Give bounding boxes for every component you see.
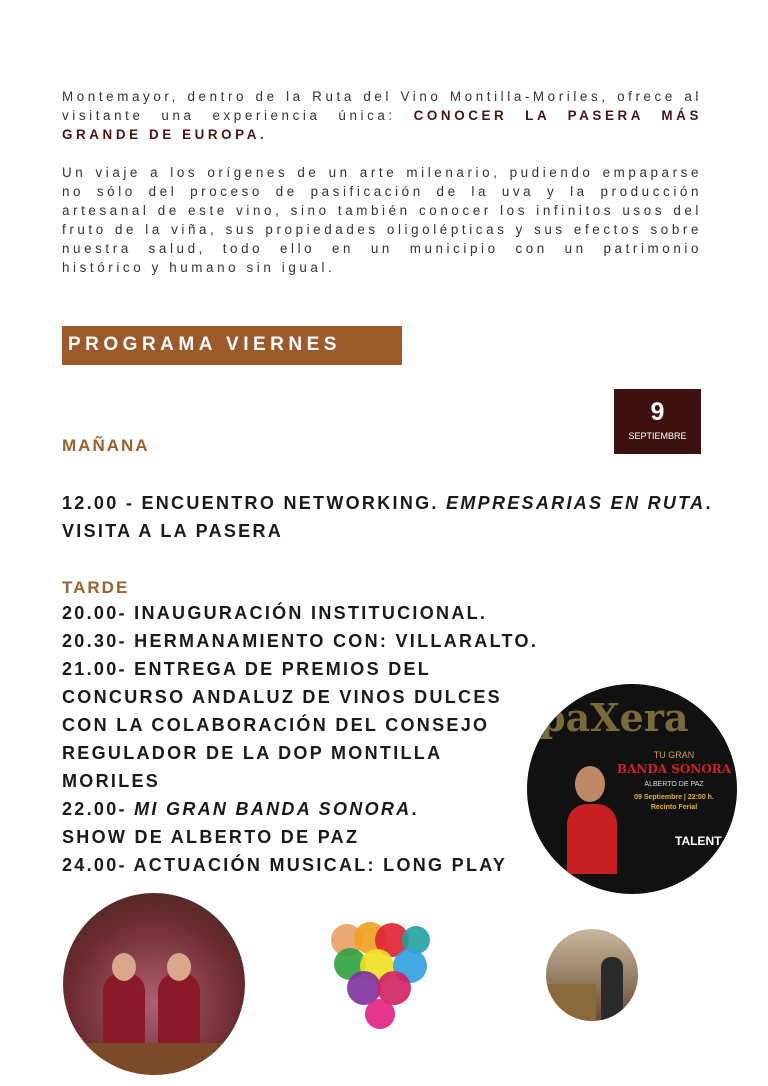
schedule-item: REGULADOR DE LA DOP MONTILLA	[62, 743, 443, 763]
poster-title: BANDA SONORA	[616, 762, 732, 776]
intro	[62, 87, 702, 277]
schedule-item: 22.00- MI GRAN BANDA SONORA.	[62, 799, 419, 819]
afternoon-heading: TARDE	[62, 578, 130, 597]
poster-text	[615, 750, 733, 813]
schedule-item: SHOW DE ALBERTO DE PAZ	[62, 827, 360, 847]
poster-date: 09 Septiembre | 22:00 h.	[634, 794, 714, 801]
poster-artist: ALBERTO DE PAZ	[644, 781, 704, 788]
poster-line1: TU GRAN	[653, 750, 695, 760]
date-month: SEPTIEMBRE	[628, 431, 687, 441]
intro-paragraph-2: Un viaje a los orígenes de un arte milenario, pudiendo empaparse no sólo del proceso de pasificación de la uva y la producción artesanal de este vino, sino también conocer los infinitos usos del fruto de la viña, sus propiedades oligolépticas y sus efectos sobre nuestra salud, todo ello en un municipio con un patrimonio histórico y humano sin igual.	[62, 165, 702, 275]
market-photo	[546, 929, 638, 1021]
morning-heading: MAÑANA	[62, 436, 150, 455]
winery-photo	[63, 893, 245, 1075]
morning-schedule	[62, 489, 752, 545]
intro-text: Montemayor, dentro de la Ruta del Vino Montilla-Moriles, ofrece al visitante una experiencia única:	[62, 89, 702, 123]
schedule-item: 21.00- ENTREGA DE PREMIOS DEL	[62, 659, 432, 679]
date-badge	[614, 389, 701, 454]
program-banner	[62, 326, 402, 365]
grape-logo	[322, 918, 437, 1033]
banner-title: PROGRAMA VIERNES	[68, 334, 341, 355]
schedule-item: MORILES	[62, 771, 161, 791]
schedule-item: CONCURSO ANDALUZ DE VINOS DULCES	[62, 687, 502, 707]
intro-highlight: CONOCER LA PASERA MÁS GRANDE DE EUROPA.	[62, 108, 702, 142]
schedule-item: CON LA COLABORACIÓN DEL CONSEJO	[62, 715, 490, 735]
poster-venue: Recinto Ferial	[650, 804, 698, 811]
poster-brand: paXera	[539, 695, 689, 740]
date-day: 9	[650, 398, 665, 426]
performer-figure	[567, 804, 617, 874]
performer-head	[575, 766, 605, 802]
intro-paragraph-1	[62, 87, 702, 144]
event-poster-image	[527, 684, 737, 894]
schedule-item: 12.00 - ENCUENTRO NETWORKING. EMPRESARIAS EN RUTA.	[62, 493, 713, 513]
schedule-item: 20.00- INAUGURACIÓN INSTITUCIONAL.	[62, 603, 488, 623]
schedule-item: 24.00- ACTUACIÓN MUSICAL: LONG PLAY	[62, 855, 508, 875]
schedule-item: 20.30- HERMANAMIENTO CON: VILLARALTO.	[62, 631, 539, 651]
schedule-item: VISITA A LA PASERA	[62, 521, 284, 541]
poster-sponsor: TALENT	[675, 834, 722, 848]
